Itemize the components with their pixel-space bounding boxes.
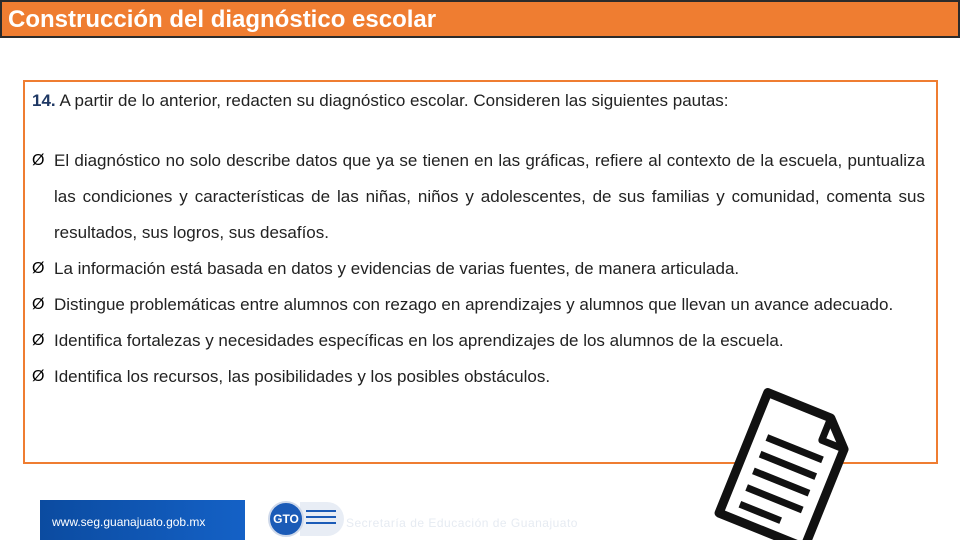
bullet-text: Identifica los recursos, las posibilidades y los posibles obstáculos. — [54, 367, 551, 386]
bullet-text: Distingue problemáticas entre alumnos con rezago en aprendizajes y alumnos que llevan un avance adecuado. — [54, 295, 894, 314]
list-item — [32, 287, 925, 323]
intro-text — [32, 91, 912, 111]
logo-tail — [300, 502, 344, 536]
title-bar — [0, 0, 960, 38]
intro-sentence: A partir de lo anterior, redacten su diagnóstico escolar. Consideren las siguientes pautas: — [59, 91, 729, 110]
arrow-bullet-icon: Ø — [32, 368, 45, 385]
list-item — [32, 323, 925, 359]
slide-title: Construcción del diagnóstico escolar — [8, 6, 437, 33]
footer-secretaria-text: Secretaría de Educación de Guanajuato — [346, 516, 578, 530]
list-item — [32, 251, 925, 287]
guidelines-list — [32, 143, 925, 395]
bullet-text: El diagnóstico no solo describe datos que ya se tienen en las gráficas, refiere al contexto de la escuela, puntualiza las condiciones y características de las niñas, niños y adolescentes, de sus familias y comunidad, comenta sus resultados, sus logros, sus desafíos. — [54, 151, 925, 242]
document-icon — [712, 385, 862, 540]
arrow-bullet-icon: Ø — [32, 260, 45, 277]
footer-url[interactable]: www.seg.guanajuato.gob.mx — [52, 515, 206, 529]
bullet-text: Identifica fortalezas y necesidades específicas en los aprendizajes de los alumnos de la escuela. — [54, 331, 784, 350]
arrow-bullet-icon: Ø — [32, 296, 45, 313]
item-number: 14. — [32, 91, 56, 110]
list-item — [32, 143, 925, 251]
gto-logo: GTO — [268, 501, 304, 537]
arrow-bullet-icon: Ø — [32, 152, 45, 169]
bullet-text: La información está basada en datos y evidencias de varias fuentes, de manera articulada. — [54, 259, 740, 278]
arrow-bullet-icon: Ø — [32, 332, 45, 349]
